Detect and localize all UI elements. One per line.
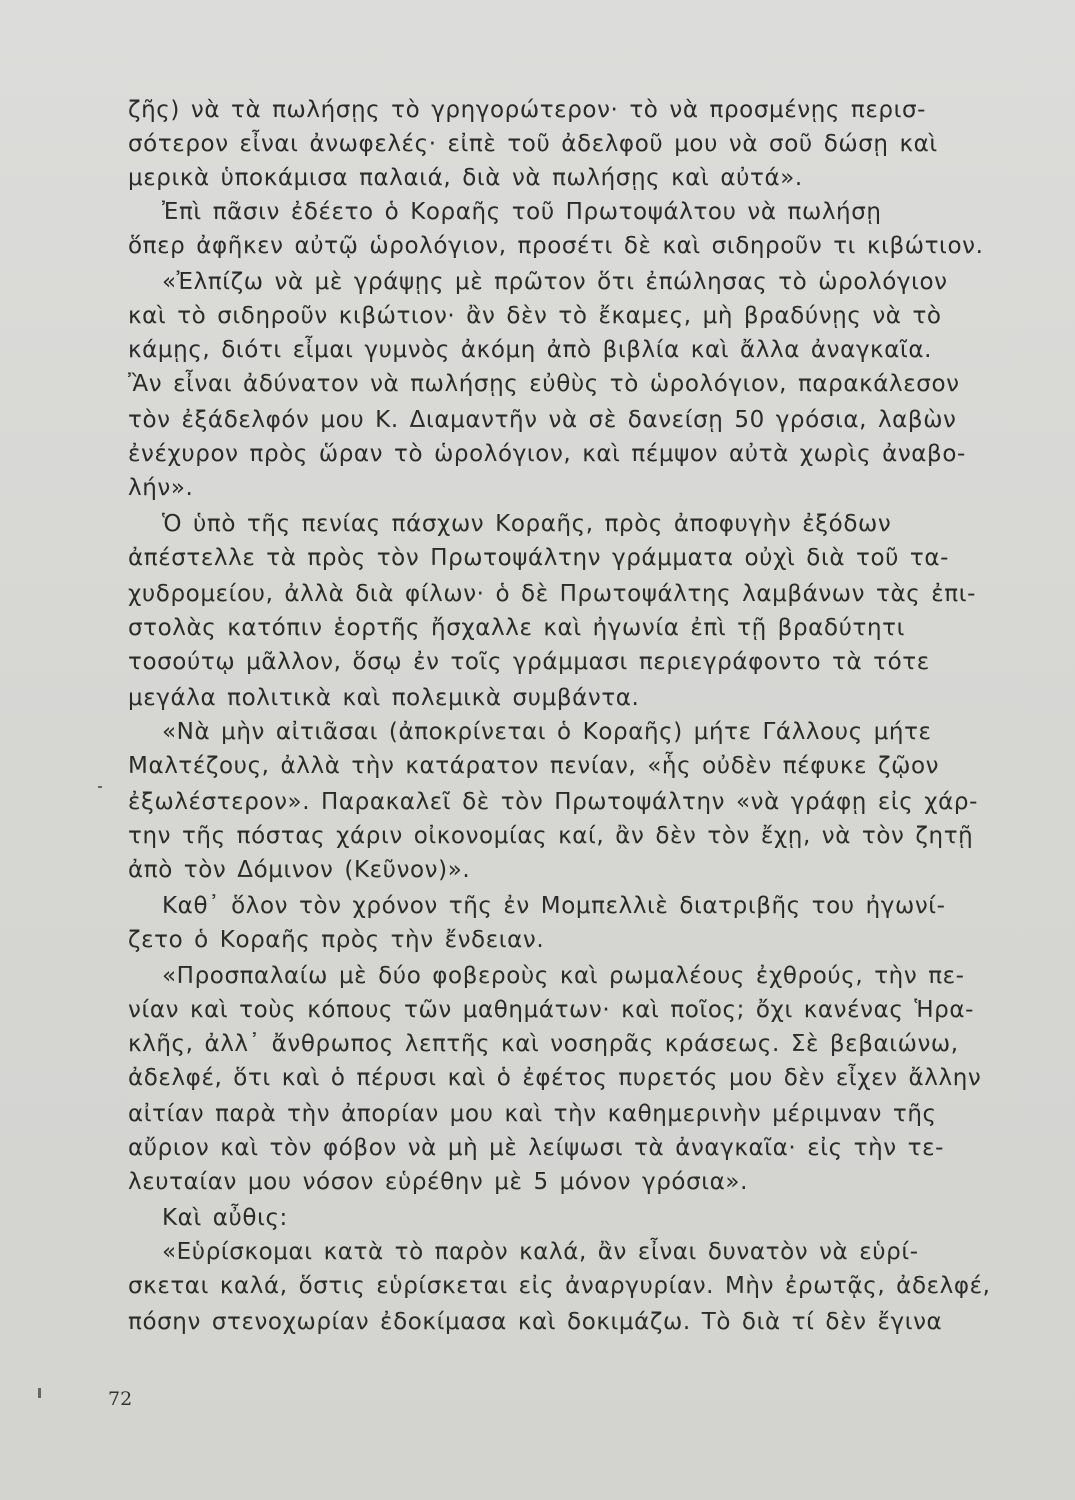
text-line: «Εὑρίσκομαι κατὰ τὸ παρὸν καλά, ἂν εἶναι δυνατὸν νὰ εὑρί- xyxy=(162,1239,919,1265)
text-line: τοσούτῳ μᾶλλον, ὅσῳ ἐν τοῖς γράμμασι περιεγράφοντο τὰ τότε xyxy=(128,649,930,675)
text-line: πόσην στενοχωρίαν ἐδοκίμασα καὶ δοκιμάζω. Τὸ διὰ τί δὲν ἔγινα xyxy=(128,1309,943,1335)
text-line: καὶ τὸ σιδηροῦν κιβώτιον· ἂν δὲν τὸ ἔκαμες, μὴ βραδύνῃς νὰ τὸ xyxy=(128,303,942,329)
text-line: «Νὰ μὴν αἰτιᾶσαι (ἀποκρίνεται ὁ Κοραῆς) μήτε Γάλλους μήτε xyxy=(162,719,932,745)
text-line: ζετο ὁ Κοραῆς πρὸς τὴν ἔνδειαν. xyxy=(128,927,545,953)
text-line: λήν». xyxy=(128,475,194,501)
text-line: ἀπὸ τὸν Δόμινον (Κεῦνον)». xyxy=(128,857,471,883)
text-line: «Ἐλπίζω νὰ μὲ γράψῃς μὲ πρῶτον ὅτι ἐπώλησας τὸ ὡρολόγιον xyxy=(162,269,948,295)
text-line: ζῆς) νὰ τὰ πωλήσῃς τὸ γρηγορώτερον· τὸ νὰ προσμένῃς περισ- xyxy=(128,97,927,123)
text-line: σότερον εἶναι ἀνωφελές· εἰπὲ τοῦ ἀδελφοῦ μου νὰ σοῦ δώσῃ καὶ xyxy=(128,131,938,157)
text-line: ἐξωλέστερον». Παρακαλεῖ δὲ τὸν Πρωτοψάλτην «νὰ γράφῃ εἰς χάρ- xyxy=(128,789,978,815)
margin-mark xyxy=(38,1388,41,1398)
text-line: Ἐπὶ πᾶσιν ἐδέετο ὁ Κοραῆς τοῦ Πρωτοψάλτου νὰ πωλήσῃ xyxy=(162,199,882,225)
text-line: μερικὰ ὑποκάμισα παλαιά, διὰ νὰ πωλήσῃς καὶ αὐτά». xyxy=(128,165,803,191)
text-line: Μαλτέζους, ἀλλὰ τὴν κατάρατον πενίαν, «ἧς οὐδὲν πέφυκε ζῷον xyxy=(128,753,940,779)
text-line: ἀπέστελλε τὰ πρὸς τὸν Πρωτοψάλτην γράμματα οὐχὶ διὰ τοῦ τα- xyxy=(128,545,950,571)
margin-mark xyxy=(98,786,102,788)
text-line: Ὁ ὑπὸ τῆς πενίας πάσχων Κοραῆς, πρὸς ἀποφυγὴν ἐξόδων xyxy=(162,511,892,537)
text-line: νίαν καὶ τοὺς κόπους τῶν μαθημάτων· καὶ ποῖος; ὄχι κανένας Ἡρα- xyxy=(128,997,975,1023)
text-line: κλῆς, ἀλλ᾽ ἄνθρωπος λεπτῆς καὶ νοσηρᾶς κράσεως. Σὲ βεβαιώνω, xyxy=(128,1031,959,1057)
text-line: κάμῃς, διότι εἶμαι γυμνὸς ἀκόμη ἀπὸ βιβλία καὶ ἄλλα ἀναγκαῖα. xyxy=(128,337,933,363)
text-line: ὅπερ ἀφῆκεν αὐτῷ ὡρολόγιον, προσέτι δὲ καὶ σιδηροῦν τι κιβώτιον. xyxy=(128,233,984,259)
text-line: ἐνέχυρον πρὸς ὥραν τὸ ὡρολόγιον, καὶ πέμψον αὐτὰ χωρὶς ἀναβο- xyxy=(128,441,966,467)
text-line: τὸν ἐξάδελφόν μου Κ. Διαμαντῆν νὰ σὲ δανείσῃ 50 γρόσια, λαβὼν xyxy=(128,407,957,433)
text-line: Καὶ αὖθις: xyxy=(162,1205,288,1231)
text-line: Ἂν εἶναι ἀδύνατον νὰ πωλήσῃς εὐθὺς τὸ ὡρολόγιον, παρακάλεσον xyxy=(128,371,960,397)
text-line: στολὰς κατόπιν ἑορτῆς ἤσχαλλε καὶ ἠγωνία ἐπὶ τῇ βραδύτητι xyxy=(128,615,905,641)
text-line: σκεται καλά, ὅστις εὑρίσκεται εἰς ἀναργυρίαν. Μὴν ἐρωτᾷς, ἀδελφέ, xyxy=(128,1273,991,1299)
text-line: λευταίαν μου νόσον εὑρέθην μὲ 5 μόνον γρόσια». xyxy=(128,1169,748,1195)
text-line: χυδρομείου, ἀλλὰ διὰ φίλων· ὁ δὲ Πρωτοψάλτης λαμβάνων τὰς ἐπι- xyxy=(128,581,977,607)
text-line: μεγάλα πολιτικὰ καὶ πολεμικὰ συμβάντα. xyxy=(128,685,640,711)
text-line: αὔριον καὶ τὸν φόβον νὰ μὴ μὲ λείψωσι τὰ ἀναγκαῖα· εἰς τὴν τε- xyxy=(128,1135,945,1161)
page-number: 72 xyxy=(108,1388,133,1410)
text-line: Καθ᾽ ὅλον τὸν χρόνον τῆς ἐν Μομπελλιὲ διατριβῆς του ἠγωνί- xyxy=(162,893,946,919)
text-line: «Προσπαλαίω μὲ δύο φοβεροὺς καὶ ρωμαλέους ἐχθρούς, τὴν πε- xyxy=(162,963,965,989)
text-line: την τῆς πόστας χάριν οἰκονομίας καί, ἂν δὲν τὸν ἔχῃ, νὰ τὸν ζητῇ xyxy=(128,823,974,849)
text-line: αἰτίαν παρὰ τὴν ἀπορίαν μου καὶ τὴν καθημερινὴν μέριμναν τῆς xyxy=(128,1101,937,1127)
text-line: ἀδελφέ, ὅτι καὶ ὁ πέρυσι καὶ ὁ ἐφέτος πυρετός μου δὲν εἶχεν ἄλλην xyxy=(128,1065,982,1091)
